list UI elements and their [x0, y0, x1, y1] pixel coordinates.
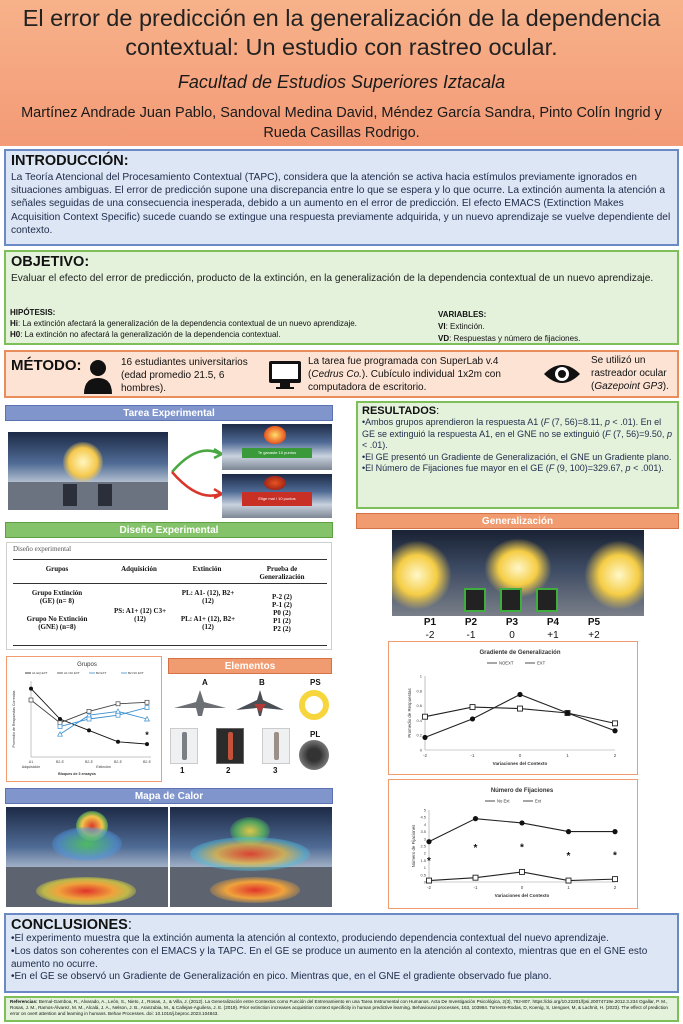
y-tick-label: 0.6 [416, 703, 422, 709]
stimulus-value-p1: -2 [425, 630, 435, 641]
element-3-label: 3 [273, 766, 278, 775]
legend-label-1: A1 NO EXT [64, 671, 80, 676]
series-line-1 [425, 695, 615, 738]
significance-marker: * [145, 730, 149, 741]
series-point-1 [517, 692, 522, 697]
poster-title: El error de predicción en la generalización de la dependencia contextual: Un estudio con rastreo ocular. [22, 5, 661, 60]
objective-section [4, 250, 679, 345]
y-tick-label: 0 [419, 747, 422, 753]
missile-3-icon [262, 728, 290, 764]
x-tick-label: 1 [567, 885, 570, 890]
hi-line: Hi: La extinción afectará la generalización de la dependencia contextual de un nuevo aprendizaje. [10, 319, 357, 328]
conclusions-section [4, 913, 679, 993]
y-axis-label: Promedio de Respuestas Correctas [12, 690, 16, 748]
conclusion-2: •Los datos son coherentes con el EMACS y la TAPC. En el GE se produce un aumento en la atención al contexto, mientras que en el GNE esto aumento no ocurre. [11, 945, 648, 970]
x-tick-label: B2-E [143, 760, 151, 764]
stimulus-value-p5: +2 [588, 630, 600, 641]
jet-b-icon [232, 688, 288, 718]
missile-2-icon [216, 728, 244, 764]
series-point-1 [58, 721, 62, 725]
x-tick-label: 0 [518, 753, 522, 758]
results-section [356, 401, 679, 509]
col-header-extinction: Extinción [192, 565, 222, 573]
intro-heading: INTRODUCCIÓN: [11, 153, 129, 169]
group-gne-label: Grupo No Extinción (GNE) (n=8) [26, 615, 88, 631]
x-tick-label: -1 [470, 753, 475, 758]
intro-text: La Teoría Atencional del Procesamiento Contextual (TAPC), considera que la atención se activa hacia estímulos previamente ignorados en situaciones ambiguas. El error de predicción supone una discrepancia entre lo que se espera y lo que ocurre. La extinción aumenta la atención a señales seguidas de una consecuencia inesperada, debido a un aumento en el error de predicción. El efecto EMACS (Extinction Makes Acquisition Context Specific) sucede cuando se extingue una respuesta previamente adquirida, y un nuevo aprendizaje se vuelve dependiente del contexto. [11, 172, 671, 236]
y-tick-label: 3 [423, 836, 426, 842]
series-point-0 [613, 721, 618, 726]
series-point-1 [473, 816, 478, 821]
group-ge-label: Grupo Extinción (GE) (n= 8) [31, 589, 83, 605]
legend-label-0: NOEXT [499, 660, 514, 666]
heatmap-image-ge [6, 807, 168, 907]
objective-text: Evaluar el efecto del error de predicción, producto de la extinción, en la generalización de la dependencia contextual de un nuevo aprendizaje. [11, 273, 654, 284]
legend-label-0: No Ext [497, 798, 510, 804]
element-1-label: 1 [180, 766, 185, 775]
x-tick-label: 1 [566, 753, 569, 758]
series-point-3 [87, 717, 91, 721]
heatmap-section-bar: Mapa de Calor [5, 788, 333, 804]
x-axis-label: Variaciones del Contexto [492, 761, 548, 766]
significance-marker: * [427, 856, 431, 868]
y-tick-label: 0.4 [416, 717, 422, 723]
x-tick-label: A1 [28, 760, 34, 764]
series-point-0 [566, 878, 571, 883]
y-tick-label: 1.5 [420, 857, 426, 863]
chart-title: Grupos [77, 662, 97, 668]
objective-heading: OBJETIVO: [11, 254, 90, 270]
y-tick-label: 4.5 [420, 814, 426, 820]
significance-marker: * [566, 851, 571, 863]
y-tick-label: 0 [423, 879, 426, 885]
col-header-groups: Grupos [45, 565, 69, 573]
groups-chart-frame [6, 656, 162, 782]
stimulus-p4: P4 [546, 617, 560, 628]
series-point-1 [426, 839, 431, 844]
results-bullet-2: •El GE presentó un Gradiente de Generalización, el GNE un Gradiente plano. [362, 451, 672, 462]
acquisition-cell: PS: A1+ (12) C3+ (12) [113, 607, 167, 623]
series-point-1 [519, 820, 524, 825]
generalization-stimuli-image [392, 530, 644, 616]
fixations-chart-frame [388, 779, 638, 909]
x-tick-label: -2 [422, 753, 428, 758]
series-point-0 [87, 728, 91, 732]
element-pl-label: PL [310, 730, 321, 739]
x-tick-label: 0 [520, 885, 524, 890]
series-point-2 [58, 732, 63, 736]
series-point-0 [613, 877, 618, 882]
references-section [4, 996, 679, 1022]
generalization-stimuli-labels [393, 617, 643, 643]
y-tick-label: 2.5 [420, 843, 426, 849]
generalization-section-bar: Generalización [356, 513, 679, 529]
win-label: Te ganaste 10 puntos [242, 448, 312, 458]
h0-line: H0: La extinción no afectará la generalización de la dependencia contextual. [10, 330, 281, 339]
stimulus-p5: P5 [587, 617, 601, 628]
results-heading: RESULTADOS: [362, 405, 440, 417]
participants-text: 16 estudiantes universitarios (edad promedio 21.5, 6 hombres). [121, 357, 248, 394]
test-cell: P-2 (2) P-1 (2) P0 (2) P1 (2) P2 (2) [271, 593, 293, 633]
stimulus-value-p4: +1 [547, 630, 559, 641]
faculty-name: Facultad de Estudios Superiores Iztacala [177, 72, 506, 92]
series-point-0 [29, 687, 33, 691]
series-point-1 [29, 698, 33, 702]
heatmap-image-gne [170, 807, 332, 907]
conclusion-1: •El experimento muestra que la extinción aumenta la atención al contexto, produciendo dependencia contextual del nuevo aprendizaje. [11, 933, 609, 944]
series-point-3 [116, 713, 120, 717]
authors-list: Martínez Andrade Juan Pablo, Sandoval Medina David, Méndez García Sandra, Pinto Colín Ingrid y Rueda Casillas Rodrigo. [21, 105, 662, 141]
col-header-acquisition: Adquisición [121, 565, 157, 573]
series-point-0 [520, 869, 525, 874]
element-2-label: 2 [226, 766, 231, 775]
y-tick-label: 1 [419, 673, 422, 679]
task-lose-screen [222, 474, 332, 518]
variables-heading: VARIABLES: [438, 310, 487, 319]
series-point-1 [612, 829, 617, 834]
poster-header [0, 0, 683, 146]
series-point-0 [427, 878, 432, 883]
design-section-bar: Diseño Experimental [5, 522, 333, 538]
legend-label-0: A1 EQ EXT [32, 671, 48, 676]
missile-1-icon [170, 728, 198, 764]
y-tick-label: 0.5 [420, 872, 426, 878]
stimulus-p2: P2 [464, 617, 478, 628]
stimulus-value-p2: -1 [466, 630, 476, 641]
design-table-caption: Diseño experimental [13, 545, 72, 553]
legend-label-1: EXT [537, 660, 546, 666]
gradient-chart [389, 642, 636, 773]
significance-marker: * [520, 842, 524, 854]
x-tick-label: B2-E [114, 760, 122, 764]
jet-a-icon [172, 688, 228, 718]
legend-label-1: Ext [535, 798, 542, 804]
task-cockpit-image [8, 432, 168, 510]
series-point-1 [470, 716, 475, 721]
significance-marker: * [613, 850, 617, 862]
extinction-gne-cell: PL: A1+ (12), B2+ (12) [180, 615, 236, 631]
task-text: La tarea fue programada con SuperLab v.4 (Cedrus Co.). Cubículo individual 1x2m con computadora de escritorio. [308, 356, 501, 393]
task-section-bar: Tarea Experimental [5, 405, 333, 421]
ps-context-icon [299, 690, 329, 720]
computer-icon [268, 360, 302, 390]
chart-title: Gradiente de Generalización [479, 650, 561, 656]
series-point-0 [58, 717, 62, 721]
y-tick-label: 2 [423, 850, 426, 856]
results-bullet-1: •Ambos grupos aprendieron la respuesta A1 (F (7, 56)=8.11, p < .01). En el GE se extinguió la respuesta A1, en el GNE no se extinguió (F (7, 56)=9.50, p < .01). [362, 417, 672, 451]
pl-context-icon [299, 740, 329, 770]
element-b-label: B [259, 678, 265, 687]
x-axis-label: Bloques de 3 ensayos [58, 772, 96, 776]
series-point-1 [566, 829, 571, 834]
x-axis-label: Variaciones del Contexto [494, 893, 550, 898]
eye-icon [542, 360, 582, 388]
x-tick-label: -2 [426, 885, 432, 890]
y-axis-label: Promedio de Respuestas [407, 688, 412, 738]
intro-section [4, 149, 679, 246]
hypotheses-block [10, 307, 430, 340]
vd-line: VD: Respuestas y número de fijaciones. [438, 334, 581, 343]
series-point-0 [470, 705, 475, 710]
extinction-ge-cell: PL: A1- (12), B2+ (12) [181, 589, 235, 605]
phase-label: Extinción [96, 765, 111, 769]
tracker-text: Se utilizó un rastreador ocular (Gazepoint GP3). [591, 355, 669, 392]
gradient-chart-frame [388, 641, 638, 775]
conclusion-3: •En el GE se observó un Gradiente de Generalización en pico. Mientras que, en el GNE el gradiente observado fue plano. [11, 971, 552, 983]
series-point-3 [58, 725, 62, 729]
stimulus-value-p3: 0 [509, 630, 515, 641]
series-point-0 [473, 875, 478, 880]
stimulus-p1: P1 [423, 617, 437, 628]
legend-label-2: B2 EXT [96, 671, 107, 676]
stimulus-p3: P3 [505, 617, 519, 628]
design-table [6, 542, 332, 650]
col-header-test: Prueba de Generalización [259, 565, 305, 581]
y-tick-label: 0.8 [416, 688, 422, 694]
series-point-1 [422, 735, 427, 740]
x-tick-label: B2-E [85, 760, 93, 764]
series-point-0 [116, 740, 120, 744]
y-tick-label: 1 [423, 865, 426, 871]
phase-label: Adquisición [21, 765, 41, 769]
y-tick-label: 4 [423, 821, 426, 827]
series-point-1 [612, 728, 617, 733]
series-point-3 [145, 706, 149, 710]
y-tick-label: 5 [423, 807, 426, 813]
series-point-1 [565, 710, 570, 715]
series-point-0 [518, 706, 523, 711]
element-a-label: A [202, 678, 208, 687]
element-ps-label: PS [310, 678, 321, 687]
lose-label: Elige mal / 10 puntos [242, 492, 312, 506]
hypotheses-heading: HIPÓTESIS: [10, 308, 56, 317]
elements-section-bar: Elementos [168, 658, 332, 674]
person-icon [80, 358, 116, 394]
x-tick-label: 2 [613, 885, 617, 890]
x-tick-label: B2-E [56, 760, 64, 764]
series-point-0 [423, 714, 428, 719]
y-tick-label: 3.5 [420, 829, 426, 835]
series-point-0 [145, 742, 149, 746]
chart-title: Número de Fijaciones [490, 788, 554, 794]
task-win-screen [222, 424, 332, 470]
fixations-chart [389, 780, 636, 907]
legend-label-3: B2 NO EXT [128, 671, 144, 676]
series-point-1 [145, 700, 149, 704]
y-tick-label: 0.2 [416, 732, 422, 738]
results-bullet-3: •El Número de Fijaciones fue mayor en el GE (F (9, 100)=329.67, p < .001). [362, 463, 664, 474]
vi-line: VI: Extinción. [438, 322, 485, 331]
method-heading: MÉTODO: [11, 357, 82, 374]
y-axis-label: Número de Fijaciones [411, 824, 416, 868]
groups-chart [7, 657, 160, 780]
conclusions-heading: CONCLUSIONES: [11, 917, 132, 933]
x-tick-label: -1 [473, 885, 478, 890]
x-tick-label: 2 [613, 753, 617, 758]
references-text: Referencias: Bernal-Gamboa, R., Alvarado, A., León, S., Nieto, J., Rosas, J., & Villa, J. (2012). La Generalización entre Contextos como Función del Entrenamiento en una Tarea Instrumental con Humanos. Acta De Investigación Psicológica, 2(3), 792-807. https://doi.org/10.22201/fpsi.20074719e.2012.3.234 Ogallar, P. M., Rosas, J. M., Ramos-Álvarez, M. M., Alcalá, J. A., Nelson, J. B., Aranzubia, M., & Callejas-Aguilera, J. E. (2019). Prior extinction increases acquisition context specificity in human predictive learning. Behavioural processes, 163, 103984. Torrents-Rodas, D, Koenig, S, Uengoer, M, & Lachnit, H. (2023). The effect of prediction error on overt attention and learning in humans. Behav Processes. doi: 10.1016/j.beproc.2023.104843. [10, 999, 668, 1016]
method-section [4, 350, 679, 398]
series-point-1 [116, 702, 120, 706]
task-arrows [168, 432, 224, 512]
variables-block [438, 309, 673, 345]
significance-marker: * [473, 843, 478, 855]
